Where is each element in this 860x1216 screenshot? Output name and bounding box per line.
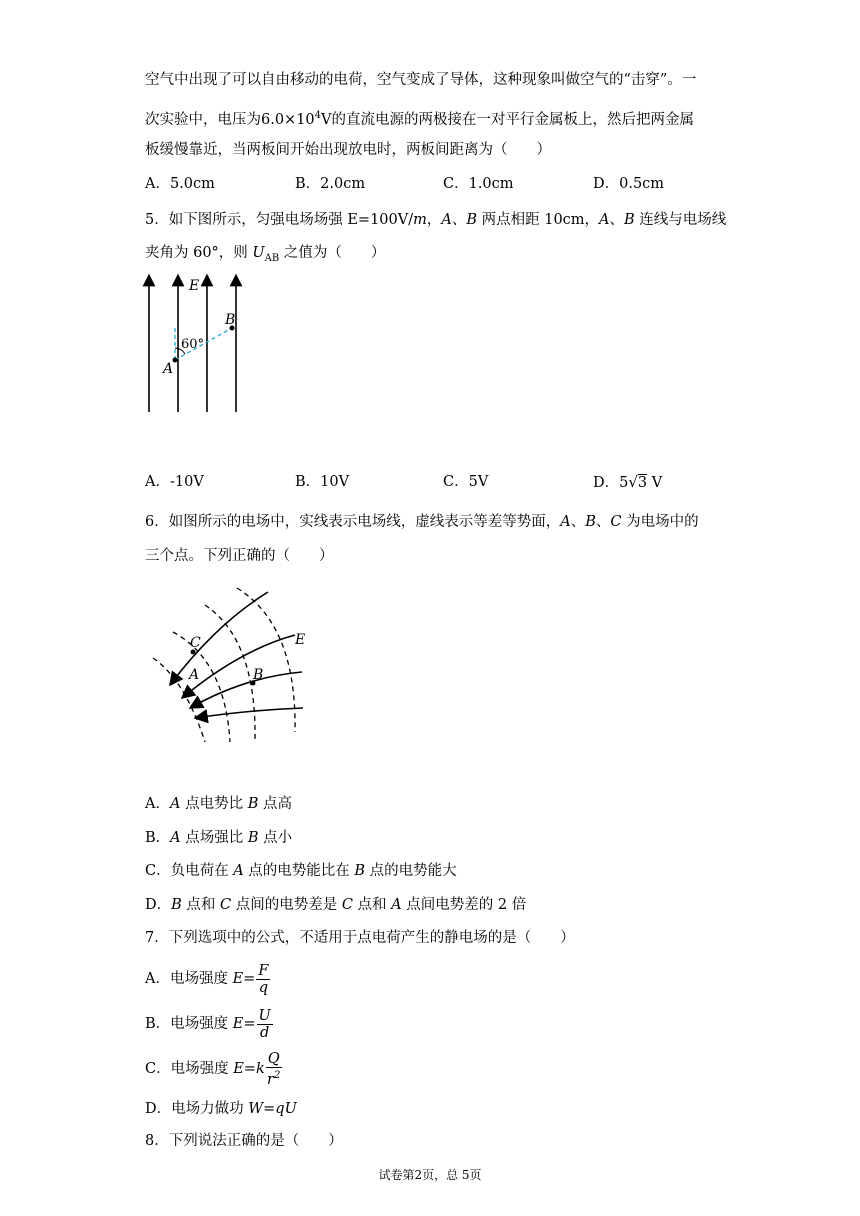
q5-subscript-ab: AB xyxy=(264,252,280,264)
equipotential-dashed xyxy=(205,605,255,742)
q5-unit-m: m xyxy=(413,212,427,228)
q6-figure-field-lines xyxy=(145,580,320,745)
opt-text: 点场强比 xyxy=(180,830,248,846)
q7-stem: 7．下列选项中的公式，不适用于点电荷产生的静电场的是（ ） xyxy=(145,930,575,946)
field-line xyxy=(190,672,302,708)
q6-point: A xyxy=(560,514,571,530)
coulomb-constant: k xyxy=(255,1061,265,1077)
q7-option-b[interactable] xyxy=(145,1005,273,1043)
opt-text: A．电场强度 xyxy=(145,971,233,987)
q4-option-b[interactable]: B．2.0cm xyxy=(295,176,366,192)
opt-text: 点小 xyxy=(258,830,293,846)
opt-text: B． xyxy=(145,830,171,846)
q6-option-b[interactable] xyxy=(145,828,292,848)
opt-point: B xyxy=(354,863,366,879)
opt-text: B．电场强度 xyxy=(145,1016,233,1032)
formula-lhs: E= xyxy=(232,1016,256,1032)
q5-option-b[interactable]: B．10V xyxy=(295,474,350,490)
q4-line-2-a: 次实验中，电压为 xyxy=(145,111,261,128)
q4-voltage-value: 6.0×10 xyxy=(261,111,315,128)
q7-option-d[interactable] xyxy=(145,1099,297,1119)
formula: W=qU xyxy=(248,1101,297,1117)
opt-point: A xyxy=(169,796,181,812)
q6-stem-line-1 xyxy=(145,512,699,532)
q5-text: 、 xyxy=(451,212,467,228)
sqrt-radicand: 3 xyxy=(637,475,648,491)
q7-option-a[interactable] xyxy=(145,960,270,998)
opt-text: 点间电势差的 2 倍 xyxy=(401,897,527,913)
fraction xyxy=(266,1051,282,1088)
opt-point: C xyxy=(341,897,353,913)
opt-point: B xyxy=(171,897,182,913)
q6-point: C xyxy=(610,514,622,530)
opt-text: D． xyxy=(145,897,172,913)
q5-text: ， xyxy=(426,212,442,228)
label-e: E xyxy=(295,632,306,648)
opt-text: 点和 xyxy=(352,897,392,913)
q4-option-c[interactable]: C．1.0cm xyxy=(443,176,514,192)
opt-point: A xyxy=(391,897,402,913)
q6-text: 、 xyxy=(595,514,611,530)
q4-line-2 xyxy=(145,106,694,130)
q5-text: 夹角为 60°，则 xyxy=(145,245,253,261)
formula-lhs: E= xyxy=(232,971,256,987)
q4-option-a[interactable]: A．5.0cm xyxy=(145,176,215,192)
opt-point: C xyxy=(220,897,232,913)
q5-figure-uniform-field xyxy=(138,272,248,417)
q5-text: 、 xyxy=(609,212,625,228)
field-line xyxy=(195,708,303,718)
q5-point-a: A xyxy=(441,212,452,228)
denominator-base: r xyxy=(267,1071,274,1088)
q4-line-1: 空气中出现了可以自由移动的电荷，空气变成了导体，这种现象叫做空气的“击穿”。一 xyxy=(145,72,697,88)
q4-line-2-b: V的直流电源的两极接在一对平行金属板上，然后把两金属 xyxy=(321,111,695,128)
sqrt-symbol: √ xyxy=(628,473,638,491)
opt-point: A xyxy=(170,830,181,846)
denominator xyxy=(266,1068,282,1088)
formula-lhs: E= xyxy=(233,1061,256,1077)
angle-label: 60° xyxy=(181,337,205,352)
q5-text: 两点相距 10cm， xyxy=(477,212,600,228)
denominator-exponent: 2 xyxy=(273,1069,281,1081)
opt-text: 点的电势能大 xyxy=(365,863,457,879)
q4-voltage-exponent: 4 xyxy=(314,110,322,121)
opt-text: D．电场力做功 xyxy=(145,1101,249,1117)
numerator: U xyxy=(258,1007,271,1024)
q6-text: 、 xyxy=(570,514,586,530)
opt-point: A xyxy=(233,863,244,879)
q5-stem-line-1 xyxy=(145,210,726,230)
q5-option-a[interactable]: A．-10V xyxy=(145,474,204,490)
opt-text: A． xyxy=(145,796,170,812)
opt-text: 点的电势能比在 xyxy=(243,863,355,879)
q6-option-a[interactable] xyxy=(145,794,292,814)
label-b: B xyxy=(225,312,236,328)
q5-symbol-u: U xyxy=(252,245,265,261)
label-b: B xyxy=(253,667,264,683)
label-a: A xyxy=(189,667,200,683)
q6-text: 为电场中的 xyxy=(621,514,699,530)
label-a: A xyxy=(163,361,174,377)
opt-text: C．负电荷在 xyxy=(145,863,234,879)
fraction xyxy=(256,963,270,996)
point-a-dot xyxy=(173,358,178,363)
q7-option-c[interactable] xyxy=(145,1050,282,1088)
q5-text: 连线与电场线 xyxy=(634,212,727,228)
q6-option-c[interactable] xyxy=(145,861,457,881)
opt-text: 点间的电势差是 xyxy=(231,897,342,913)
q6-point: B xyxy=(585,514,596,530)
opt-text: 点高 xyxy=(258,796,292,812)
q5-option-d[interactable] xyxy=(593,472,662,493)
opt-text: 点电势比 xyxy=(180,796,248,812)
q6-stem-line-2: 三个点。下列正确的（ ） xyxy=(145,548,334,564)
q5-point-b: B xyxy=(624,212,635,228)
q5-point-a: A xyxy=(599,212,610,228)
opt-text: C．电场强度 xyxy=(145,1061,234,1077)
q5-option-c[interactable]: C．5V xyxy=(443,474,489,490)
q6-text: 6．如图所示的电场中，实线表示电场线，虚线表示等差等势面， xyxy=(145,514,561,530)
q5-text: 之值为（ ） xyxy=(279,245,386,261)
denominator: q xyxy=(258,979,268,996)
q8-stem: 8．下列说法正确的是（ ） xyxy=(145,1133,343,1149)
label-c: C xyxy=(190,635,201,651)
q5-point-b: B xyxy=(466,212,477,228)
q5-stem-line-2 xyxy=(145,243,385,269)
denominator: d xyxy=(259,1024,270,1041)
q5-option-d-unit: V xyxy=(647,475,663,491)
page-footer: 试卷第2页，总 5页 xyxy=(378,1168,482,1182)
q4-option-d[interactable]: D．0.5cm xyxy=(593,176,665,192)
opt-point: B xyxy=(247,830,259,846)
numerator: F xyxy=(258,962,269,979)
q5-text: 5．如下图所示，匀强电场场强 E=100V/ xyxy=(145,212,414,228)
opt-point: B xyxy=(247,796,259,812)
numerator: Q xyxy=(267,1050,280,1067)
fraction xyxy=(257,1008,273,1041)
field-label-e: E xyxy=(189,278,200,294)
q6-option-d[interactable] xyxy=(145,895,526,915)
q4-line-3: 板缓慢靠近，当两板间开始出现放电时，两板间距离为（ ） xyxy=(145,142,551,158)
opt-text: 点和 xyxy=(181,897,221,913)
q5-option-d-text: D．5 xyxy=(593,475,629,491)
